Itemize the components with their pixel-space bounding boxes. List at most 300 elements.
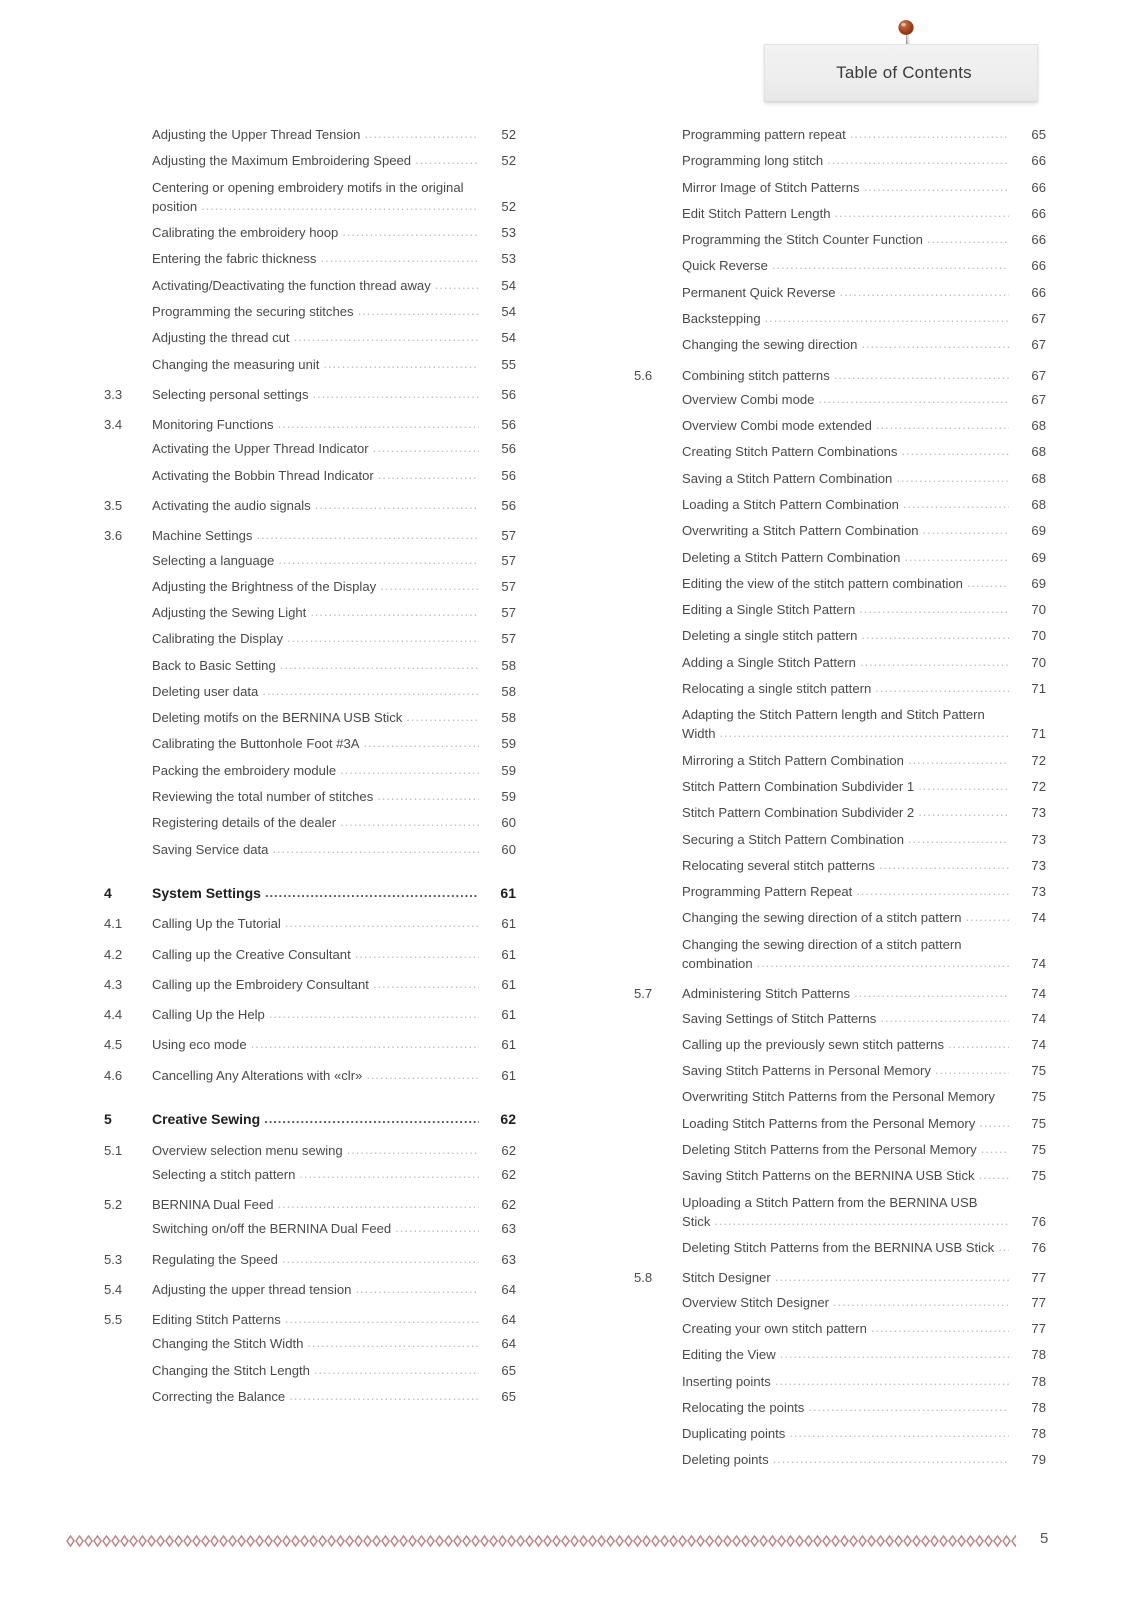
toc-entry-title-wrap xyxy=(152,1142,516,1159)
toc-entry-title-wrap xyxy=(152,683,516,700)
toc-entry-title-wrap xyxy=(682,310,1046,327)
toc-entry-title: Calling up the Embroidery Consultant xyxy=(152,976,369,992)
toc-leader-dots xyxy=(979,1166,1009,1183)
toc-entry-number: 5.4 xyxy=(104,1281,123,1297)
toc-leader-dots xyxy=(833,1293,1009,1310)
toc-entry[interactable] xyxy=(104,1166,516,1183)
toc-leader-dots xyxy=(918,777,1009,794)
toc-entry[interactable] xyxy=(634,310,1046,327)
toc-entry-page: 58 xyxy=(501,710,516,726)
toc-entry-title: Adjusting the Maximum Embroidering Speed xyxy=(152,153,412,169)
toc-entry-title: Securing a Stitch Pattern Combination xyxy=(682,831,904,847)
toc-leader-dots xyxy=(285,914,479,931)
toc-leader-dots xyxy=(835,204,1010,221)
toc-entry[interactable] xyxy=(634,1399,1046,1416)
toc-entry-line xyxy=(682,179,1046,196)
toc-entry[interactable] xyxy=(104,1251,516,1268)
toc-entry[interactable] xyxy=(104,416,516,433)
toc-entry-title: Machine Settings xyxy=(152,528,253,544)
toc-entry[interactable] xyxy=(104,630,516,647)
toc-entry-page: 66 xyxy=(1031,258,1046,274)
toc-entry[interactable] xyxy=(104,884,516,902)
toc-entry[interactable] xyxy=(634,706,1046,743)
toc-entry-number: 4.4 xyxy=(104,1007,123,1023)
toc-leader-dots xyxy=(876,416,1009,433)
toc-column-left xyxy=(104,126,516,1405)
toc-leader-dots xyxy=(363,734,479,751)
toc-entry-page: 61 xyxy=(501,916,516,932)
toc-leader-dots xyxy=(948,1035,1009,1052)
toc-entry-title-wrap xyxy=(152,1251,516,1268)
toc-entry-title-wrap xyxy=(152,1311,516,1328)
toc-entry-line xyxy=(152,467,516,484)
toc-entry-title-wrap xyxy=(152,440,516,457)
toc-entry[interactable] xyxy=(104,1110,516,1128)
toc-entry-line xyxy=(682,1451,1046,1468)
toc-entry[interactable] xyxy=(634,1451,1046,1468)
toc-entry-line xyxy=(682,1346,1046,1363)
toc-entry[interactable] xyxy=(104,1311,516,1328)
toc-entry[interactable] xyxy=(634,549,1046,566)
toc-leader-dots xyxy=(923,521,1009,538)
toc-entry-title: Saving Settings of Stitch Patterns xyxy=(682,1010,877,1026)
toc-entry-page: 74 xyxy=(1031,956,1046,971)
toc-entry-page: 64 xyxy=(501,1281,516,1297)
toc-entry-title-wrap xyxy=(152,552,516,569)
toc-entry-line xyxy=(682,804,1046,821)
toc-entry[interactable] xyxy=(634,831,1046,848)
toc-entry[interactable] xyxy=(634,1320,1046,1337)
toc-entry-number: 4.3 xyxy=(104,976,123,992)
toc-entry-title-wrap xyxy=(682,1269,1046,1286)
toc-entry-page: 75 xyxy=(1031,1089,1046,1105)
toc-entry[interactable] xyxy=(104,467,516,484)
toc-entry-page: 75 xyxy=(1031,1115,1046,1131)
toc-entry[interactable] xyxy=(104,814,516,831)
toc-leader-dots xyxy=(285,1310,479,1327)
toc-entry[interactable] xyxy=(634,1425,1046,1442)
toc-entry[interactable] xyxy=(634,126,1046,143)
toc-entry[interactable] xyxy=(104,1036,516,1053)
toc-entry[interactable] xyxy=(634,257,1046,274)
toc-entry-title: Back to Basic Setting xyxy=(152,657,276,673)
toc-entry-title-wrap xyxy=(152,915,516,932)
toc-entry[interactable] xyxy=(634,936,1046,973)
toc-entry-title: Calling up the previously sewn stitch patterns xyxy=(682,1036,945,1052)
toc-entry-page: 67 xyxy=(1031,391,1046,407)
toc-leader-dots xyxy=(927,230,1009,247)
toc-entry-title-wrap xyxy=(682,1373,1046,1390)
toc-entry-title: Creating your own stitch pattern xyxy=(682,1320,867,1336)
toc-entry-page: 56 xyxy=(501,467,516,483)
toc-entry-title: Adding a Single Stitch Pattern xyxy=(682,654,856,670)
toc-entry-title: Calling up the Creative Consultant xyxy=(152,946,351,962)
toc-entry-title: Cancelling Any Alterations with «clr» xyxy=(152,1067,363,1083)
toc-entry[interactable] xyxy=(104,1196,516,1213)
toc-entry-line xyxy=(152,356,516,373)
toc-leader-dots xyxy=(719,724,1009,741)
page-number: 5 xyxy=(1040,1530,1049,1547)
toc-entry[interactable] xyxy=(634,284,1046,301)
toc-entry[interactable] xyxy=(104,277,516,294)
toc-leader-dots xyxy=(256,526,479,543)
toc-leader-dots xyxy=(981,1140,1009,1157)
toc-entry-line xyxy=(682,470,1046,487)
toc-entry-page: 79 xyxy=(1031,1452,1046,1468)
toc-entry-title-cont: Width xyxy=(682,726,716,742)
toc-entry[interactable] xyxy=(634,1346,1046,1363)
toc-leader-dots xyxy=(908,751,1009,768)
toc-entry[interactable] xyxy=(634,1088,1046,1105)
toc-entry-line xyxy=(152,416,516,433)
toc-entry-title: Programming the Stitch Counter Function xyxy=(682,232,923,248)
toc-entry-title-wrap xyxy=(682,1062,1046,1079)
toc-entry-title-cont: combination xyxy=(682,956,753,971)
toc-entry[interactable] xyxy=(634,470,1046,487)
toc-leader-dots xyxy=(320,249,479,266)
toc-entry[interactable] xyxy=(104,527,516,544)
toc-entry-title-wrap xyxy=(682,654,1046,671)
toc-entry[interactable] xyxy=(634,857,1046,874)
toc-entry[interactable] xyxy=(634,205,1046,222)
toc-entry-title-wrap xyxy=(682,1010,1046,1027)
toc-entry-title: Adjusting the Sewing Light xyxy=(152,605,307,621)
toc-entry-title: Relocating a single stitch pattern xyxy=(682,680,872,696)
toc-entry[interactable] xyxy=(634,1269,1046,1286)
toc-entry-line xyxy=(682,367,1046,384)
toc-leader-dots xyxy=(808,1398,1009,1415)
toc-entry-page: 61 xyxy=(501,946,516,962)
toc-entry[interactable] xyxy=(634,1294,1046,1311)
toc-entry-title-wrap xyxy=(682,1239,1046,1256)
toc-entry[interactable] xyxy=(104,946,516,963)
toc-entry[interactable] xyxy=(104,386,516,403)
toc-entry[interactable] xyxy=(634,909,1046,926)
toc-entry-title-wrap xyxy=(152,416,516,433)
toc-entry-line xyxy=(152,841,516,858)
toc-entry-line xyxy=(152,198,516,215)
toc-entry-title: Creative Sewing xyxy=(152,1111,261,1128)
toc-entry[interactable] xyxy=(104,179,516,216)
toc-entry-line xyxy=(682,443,1046,460)
toc-entry[interactable] xyxy=(634,496,1046,513)
toc-entry-page: 66 xyxy=(1031,284,1046,300)
toc-entry[interactable] xyxy=(634,1194,1046,1231)
toc-entry[interactable] xyxy=(634,522,1046,539)
toc-entry-title-cont: Stick xyxy=(682,1213,711,1229)
toc-entry[interactable] xyxy=(104,1142,516,1159)
toc-entry-line xyxy=(152,976,516,993)
toc-entry[interactable] xyxy=(634,985,1046,1002)
toc-entry[interactable] xyxy=(104,841,516,858)
toc-entry[interactable] xyxy=(634,1036,1046,1053)
toc-entry[interactable] xyxy=(634,336,1046,353)
toc-entry-title: System Settings xyxy=(152,884,261,901)
toc-entry[interactable] xyxy=(634,883,1046,900)
toc-entry-page: 73 xyxy=(1031,831,1046,847)
toc-entry[interactable] xyxy=(634,804,1046,821)
toc-leader-dots xyxy=(364,125,479,142)
toc-entry-title-wrap xyxy=(682,778,1046,795)
toc-entry-line xyxy=(682,1373,1046,1390)
toc-entry-title-wrap xyxy=(682,443,1046,460)
toc-leader-dots xyxy=(818,390,1009,407)
toc-entry-page: 72 xyxy=(1031,752,1046,768)
toc-entry[interactable] xyxy=(104,1006,516,1023)
toc-entry-title: Deleting motifs on the BERNINA USB Stick xyxy=(152,710,403,726)
toc-entry[interactable] xyxy=(104,1281,516,1298)
toc-entry-page: 66 xyxy=(1031,232,1046,248)
toc-entry-page: 53 xyxy=(501,225,516,241)
toc-entry-title: Uploading a Stitch Pattern from the BERNINA USB xyxy=(682,1194,978,1210)
toc-entry[interactable] xyxy=(634,1062,1046,1079)
toc-entry-line xyxy=(682,417,1046,434)
toc-entry-page: 71 xyxy=(1031,680,1046,696)
toc-entry-title: Overwriting a Stitch Pattern Combination xyxy=(682,523,919,539)
toc-entry[interactable] xyxy=(104,1388,516,1405)
toc-entry[interactable] xyxy=(634,575,1046,592)
toc-entry-page: 71 xyxy=(1031,726,1046,742)
toc-entry[interactable] xyxy=(634,1239,1046,1256)
toc-entry-page: 68 xyxy=(1031,496,1046,512)
toc-entry[interactable] xyxy=(634,627,1046,644)
toc-leader-dots xyxy=(998,1238,1009,1255)
toc-entry-title: Overview Combi mode xyxy=(682,391,815,407)
toc-entry-line xyxy=(682,1399,1046,1416)
toc-entry-title-wrap xyxy=(682,257,1046,274)
toc-entry[interactable] xyxy=(634,752,1046,769)
toc-entry[interactable] xyxy=(104,1067,516,1084)
toc-entry-line xyxy=(152,224,516,241)
toc-leader-dots xyxy=(860,653,1009,670)
toc-entry-line xyxy=(682,522,1046,539)
toc-entry-line xyxy=(682,1088,1046,1105)
toc-entry[interactable] xyxy=(634,443,1046,460)
toc-entry-title: Creating Stitch Pattern Combinations xyxy=(682,444,898,460)
toc-entry[interactable] xyxy=(104,224,516,241)
toc-entry[interactable] xyxy=(104,735,516,752)
toc-entry-page: 61 xyxy=(501,1007,516,1023)
toc-leader-dots xyxy=(896,469,1009,486)
toc-entry-line xyxy=(152,329,516,346)
toc-entry-title-wrap xyxy=(152,386,516,403)
toc-entry-title-wrap xyxy=(682,1194,1046,1231)
toc-leader-dots xyxy=(856,882,1009,899)
toc-leader-dots xyxy=(294,328,479,345)
toc-entry-line xyxy=(682,1115,1046,1132)
toc-entry-page: 60 xyxy=(501,815,516,831)
toc-entry-line xyxy=(152,250,516,267)
toc-entry[interactable] xyxy=(104,683,516,700)
toc-entry[interactable] xyxy=(104,440,516,457)
toc-leader-dots xyxy=(201,197,479,214)
toc-entry-line xyxy=(682,857,1046,874)
toc-entry[interactable] xyxy=(104,497,516,514)
toc-entry[interactable] xyxy=(104,915,516,932)
toc-entry-title: Programming the securing stitches xyxy=(152,303,354,319)
toc-entry-title: Using eco mode xyxy=(152,1037,247,1053)
toc-entry-title: Changing the Stitch Width xyxy=(152,1336,304,1352)
toc-entry[interactable] xyxy=(104,1362,516,1379)
toc-entry-title: Editing the View xyxy=(682,1347,776,1363)
toc-entry-title-wrap xyxy=(152,329,516,346)
toc-entry-title-wrap xyxy=(152,946,516,963)
toc-entry-title-wrap xyxy=(682,1115,1046,1132)
toc-entry-page: 65 xyxy=(501,1362,516,1378)
toc-entry-page: 66 xyxy=(1031,179,1046,195)
toc-leader-dots xyxy=(373,975,479,992)
toc-entry-line xyxy=(682,1425,1046,1442)
toc-entry-page: 62 xyxy=(501,1166,516,1182)
toc-entry-title-wrap xyxy=(152,578,516,595)
toc-entry[interactable] xyxy=(104,126,516,143)
toc-entry[interactable] xyxy=(104,788,516,805)
toc-entry-title-wrap xyxy=(682,1088,1046,1105)
toc-entry-line xyxy=(152,946,516,963)
toc-entry-title: Overview Stitch Designer xyxy=(682,1294,829,1310)
toc-entry-line xyxy=(682,231,1046,248)
toc-entry-title-wrap xyxy=(152,179,516,216)
toc-entry-page: 69 xyxy=(1031,549,1046,565)
toc-entry-number: 5.2 xyxy=(104,1197,123,1213)
toc-entry-title: Adjusting the thread cut xyxy=(152,330,290,346)
toc-entry[interactable] xyxy=(634,1167,1046,1184)
toc-entry-title-wrap xyxy=(152,1036,516,1053)
toc-entry-title-wrap xyxy=(152,762,516,779)
toc-entry-page: 73 xyxy=(1031,805,1046,821)
toc-entry-line xyxy=(152,630,516,647)
toc-entry-title: Programming long stitch xyxy=(682,153,824,169)
toc-entry[interactable] xyxy=(634,1010,1046,1027)
toc-entry-title: Mirroring a Stitch Pattern Combination xyxy=(682,752,904,768)
toc-leader-dots xyxy=(775,1268,1009,1285)
toc-entry[interactable] xyxy=(104,1220,516,1237)
toc-entry-number: 4.1 xyxy=(104,916,123,932)
toc-entry-title: Adjusting the Brightness of the Display xyxy=(152,578,377,594)
toc-entry-title-wrap xyxy=(682,367,1046,384)
toc-entry[interactable] xyxy=(104,152,516,169)
toc-leader-dots xyxy=(903,495,1009,512)
toc-entry-title-wrap xyxy=(682,985,1046,1002)
toc-leader-dots xyxy=(347,1141,479,1158)
toc-entry-title-wrap xyxy=(152,735,516,752)
toc-entry-title: Saving Service data xyxy=(152,841,269,857)
toc-entry-title-wrap xyxy=(152,250,516,267)
toc-entry-title: Changing the Stitch Length xyxy=(152,1362,310,1378)
toc-entry-page: 52 xyxy=(501,198,516,214)
toc-entry-title: Deleting user data xyxy=(152,683,259,699)
toc-entry-title-wrap xyxy=(152,788,516,805)
toc-entry[interactable] xyxy=(104,356,516,373)
toc-entry-number: 5.8 xyxy=(634,1270,653,1286)
toc-entry-title-wrap xyxy=(682,1425,1046,1442)
toc-leader-dots xyxy=(864,178,1009,195)
toc-entry-title: Activating the audio signals xyxy=(152,497,311,513)
toc-leader-dots xyxy=(262,682,479,699)
toc-entry[interactable] xyxy=(634,391,1046,408)
toc-entry-title: Duplicating points xyxy=(682,1426,786,1442)
toc-entry[interactable] xyxy=(104,709,516,726)
toc-entry-line xyxy=(682,152,1046,169)
toc-entry-number: 4 xyxy=(104,884,112,901)
toc-leader-dots xyxy=(307,1334,479,1351)
toc-entry-title: Saving Stitch Patterns in Personal Memory xyxy=(682,1063,931,1079)
toc-entry[interactable] xyxy=(104,657,516,674)
toc-entry-title: Programming Pattern Repeat xyxy=(682,884,853,900)
toc-entry[interactable] xyxy=(104,976,516,993)
toc-entry[interactable] xyxy=(634,1141,1046,1158)
toc-entry-page: 59 xyxy=(501,762,516,778)
toc-leader-dots xyxy=(380,577,479,594)
toc-entry-title: Adjusting the Upper Thread Tension xyxy=(152,127,361,142)
toc-entry-title-wrap xyxy=(152,1006,516,1023)
toc-entry[interactable] xyxy=(104,303,516,320)
page-header xyxy=(0,0,1131,115)
toc-entry-page: 54 xyxy=(501,277,516,293)
toc-entry-title: Changing the sewing direction xyxy=(682,337,858,353)
toc-entry[interactable] xyxy=(104,552,516,569)
toc-entry-page: 58 xyxy=(501,657,516,673)
toc-entry[interactable] xyxy=(634,1373,1046,1390)
toc-leader-dots xyxy=(904,548,1009,565)
toc-entry-title-wrap xyxy=(152,467,516,484)
toc-leader-dots xyxy=(415,151,479,168)
toc-entry[interactable] xyxy=(104,762,516,779)
toc-entry[interactable] xyxy=(634,1115,1046,1132)
toc-entry-page: 78 xyxy=(1031,1426,1046,1442)
toc-entry-line xyxy=(682,310,1046,327)
toc-entry-line xyxy=(152,386,516,403)
toc-entry-title: Edit Stitch Pattern Length xyxy=(682,205,831,221)
toc-entry-page: 74 xyxy=(1031,986,1046,1002)
toc-entry[interactable] xyxy=(634,601,1046,618)
toc-leader-dots xyxy=(714,1212,1009,1229)
toc-entry[interactable] xyxy=(634,367,1046,384)
toc-entry-title-cont: position xyxy=(152,198,198,214)
toc-entry-title-wrap xyxy=(682,391,1046,408)
toc-entry[interactable] xyxy=(104,578,516,595)
toc-entry-title-wrap xyxy=(152,497,516,514)
toc-entry[interactable] xyxy=(634,680,1046,697)
toc-column-right xyxy=(634,126,1046,1469)
toc-entry-title-wrap xyxy=(682,1399,1046,1416)
toc-entry[interactable] xyxy=(634,179,1046,196)
toc-entry-title: Selecting a stitch pattern xyxy=(152,1166,296,1182)
toc-entry-title-wrap xyxy=(152,356,516,373)
toc-entry-page: 61 xyxy=(501,1067,516,1083)
toc-entry[interactable] xyxy=(634,778,1046,795)
toc-entry[interactable] xyxy=(104,329,516,346)
toc-entry-number: 3.4 xyxy=(104,417,123,433)
toc-entry-page: 56 xyxy=(501,441,516,457)
toc-entry[interactable] xyxy=(634,417,1046,434)
toc-entry[interactable] xyxy=(634,152,1046,169)
toc-entry[interactable] xyxy=(634,654,1046,671)
toc-entry-title: Selecting personal settings xyxy=(152,386,309,402)
toc-entry[interactable] xyxy=(104,250,516,267)
toc-entry-line xyxy=(152,1142,516,1159)
toc-entry-title: Packing the embroidery module xyxy=(152,762,337,778)
toc-entry-page: 65 xyxy=(1031,127,1046,142)
toc-entry[interactable] xyxy=(104,1335,516,1352)
toc-entry-title: Quick Reverse xyxy=(682,258,768,274)
toc-leader-dots xyxy=(310,603,479,620)
toc-entry-page: 66 xyxy=(1031,205,1046,221)
toc-entry-page: 78 xyxy=(1031,1347,1046,1363)
toc-entry[interactable] xyxy=(634,231,1046,248)
toc-entry[interactable] xyxy=(104,604,516,621)
toc-entry-number: 3.6 xyxy=(104,528,123,544)
